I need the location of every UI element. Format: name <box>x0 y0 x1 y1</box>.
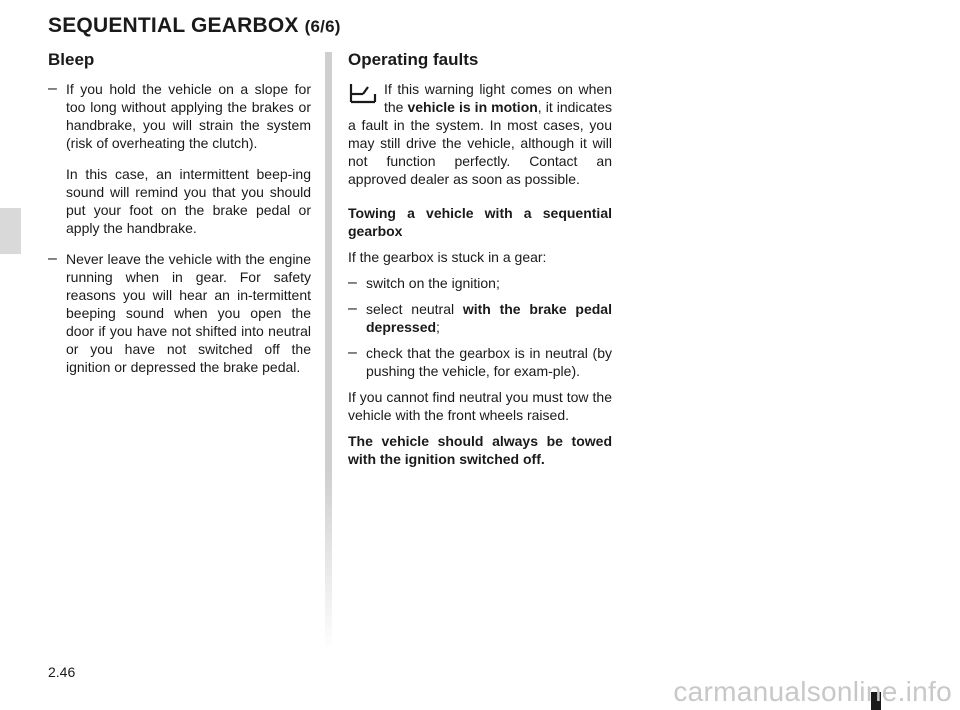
left-column <box>48 50 311 376</box>
page-title-text: SEQUENTIAL GEARBOX <box>48 14 299 37</box>
page-number: 2.46 <box>48 664 76 680</box>
towed-note: The vehicle should always be towed with the ignition switched off. <box>348 433 612 467</box>
towing-heading: Towing a vehicle with a sequential gearbox <box>348 205 612 239</box>
warning-text-post: , it indicates a fault in the system. In most cases, you may still drive the vehicle, although it will not function perfectly. Contact an approved dealer as soon as possible. <box>348 99 612 187</box>
page-title <box>48 14 341 38</box>
gearbox-warning-light-icon <box>348 82 378 106</box>
list-item-followup <box>48 165 311 237</box>
list-item <box>348 344 612 380</box>
watermark-text: carmanualsonline.info <box>673 676 952 707</box>
step2-post: ; <box>436 319 440 335</box>
list-item <box>348 300 612 336</box>
list-dash: – <box>48 250 57 267</box>
step-text: check that the gearbox is in neutral (by pushing the vehicle, for exam-ple). <box>366 345 612 379</box>
list-item-text: If you hold the vehicle on a slope for too long without applying the brakes or handbrake, you will strain the system (risk of overheating the clutch). <box>66 81 311 151</box>
list-dash: – <box>348 274 357 291</box>
warning-text-pre: If this warning light comes on when the <box>384 81 612 115</box>
list-dash: – <box>48 80 57 97</box>
list-item <box>348 274 612 292</box>
section-heading-bleep: Bleep <box>48 50 95 69</box>
warning-paragraph <box>348 80 612 188</box>
chapter-edge-tab <box>0 208 21 254</box>
list-item <box>48 250 311 376</box>
warning-text-bold: vehicle is in motion <box>407 99 538 115</box>
step2-bold: with the brake pedal depressed <box>366 301 612 335</box>
list-dash: – <box>348 344 357 361</box>
page-title-suffix: (6/6) <box>304 17 341 36</box>
column-divider <box>325 52 332 652</box>
neutral-note: If you cannot find neutral you must tow the vehicle with the front wheels raised. <box>348 389 612 423</box>
right-column <box>348 50 612 468</box>
step-text: switch on the ignition; <box>366 275 500 291</box>
list-dash: – <box>348 300 357 317</box>
list-item-text: Never leave the vehicle with the engine running when in gear. For safety reasons you will hear an in-termittent beeping sound when you open the door if you have not shifted into neutral or you have not switched off the ignition or depressed the brake pedal. <box>66 251 311 375</box>
step-text <box>366 300 612 336</box>
step2-pre: select neutral <box>366 301 463 317</box>
followup-text: In this case, an intermittent beep-ing sound will remind you that you should put your foot on the brake pedal or apply the handbrake. <box>66 166 311 236</box>
list-item <box>48 80 311 152</box>
stuck-intro: If the gearbox is stuck in a gear: <box>348 249 547 265</box>
section-heading-operating-faults: Operating faults <box>348 50 479 69</box>
